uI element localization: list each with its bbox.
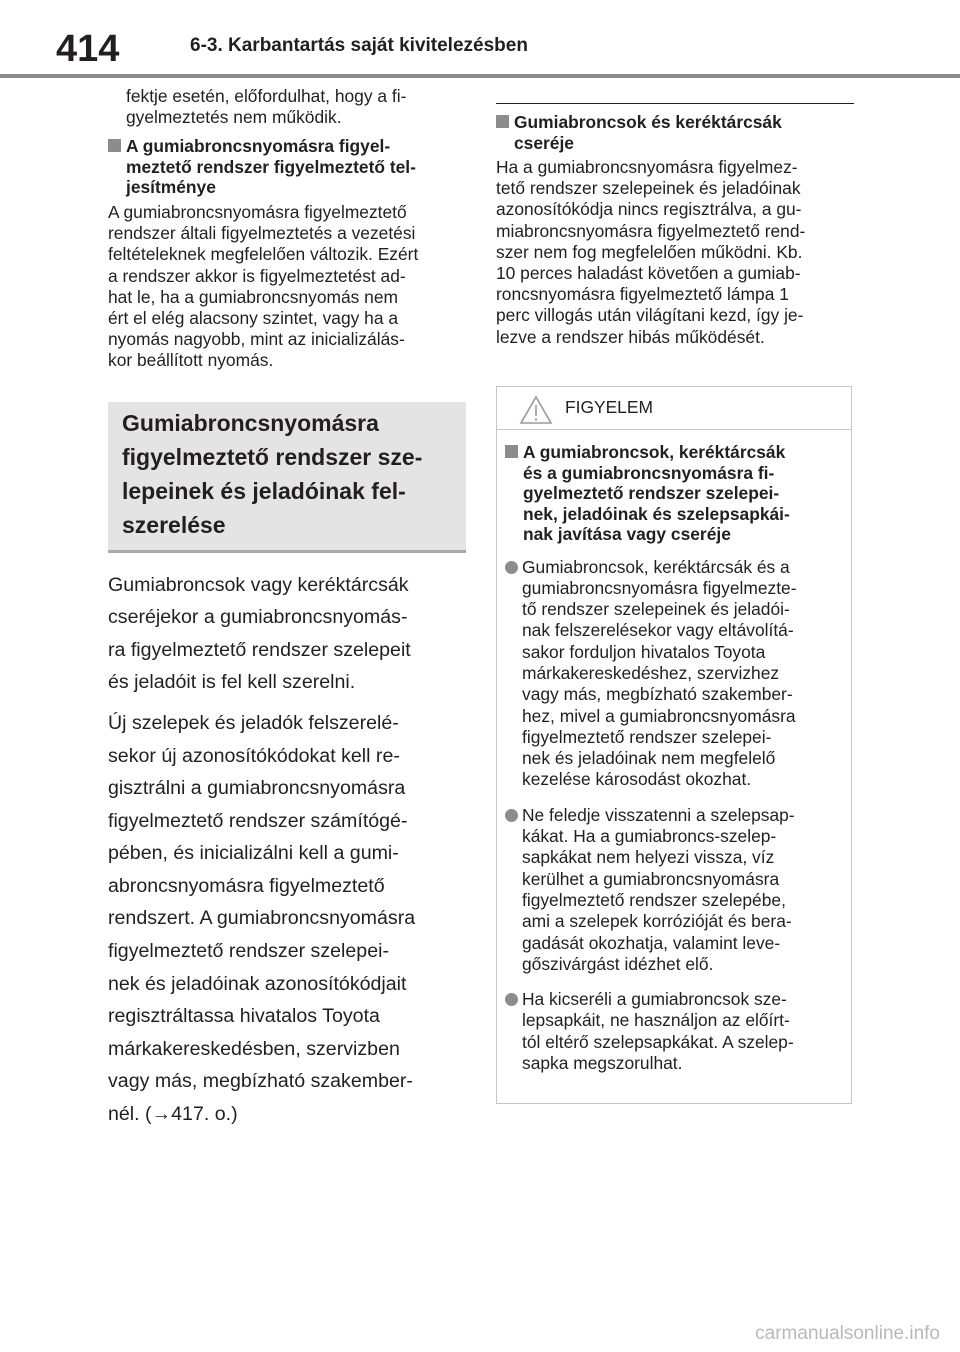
text-line: kerülhet a gumiabroncsnyomásra	[522, 868, 780, 889]
tire-replacement-paragraph	[496, 157, 854, 348]
text-line: figyelmeztető rendszer számítógé-	[108, 809, 408, 832]
text-line: gyelmeztető rendszer szelepei-	[523, 483, 780, 503]
text-line: vagy más, megbízható szakember-	[108, 1070, 413, 1093]
text-line: ért el elég alacsony szintet, vagy ha a	[108, 307, 399, 328]
installation-paragraph	[108, 569, 466, 699]
page-header	[0, 0, 960, 80]
text-line: A gumiabroncsnyomásra figyelmeztető	[108, 201, 407, 222]
text-line: sekor új azonosítókódokat kell re-	[108, 744, 400, 767]
registration-paragraph	[108, 707, 466, 1131]
text-line: vagy más, megbízható szakember-	[522, 684, 793, 705]
watermark: carmanualsonline.info	[755, 1323, 940, 1344]
text-line: Új szelepek és jeladók felszerelé-	[108, 711, 399, 734]
text-line: figyelmeztető rendszer szelepébe,	[522, 889, 786, 910]
right-column	[496, 104, 854, 356]
circle-bullet-icon	[505, 809, 518, 822]
text-line: abroncsnyomásra figyelmeztető	[108, 874, 385, 897]
text-line: tő rendszer szelepeinek és jeladói-	[522, 599, 790, 620]
text-line: nek és jeladóinak azonosítókódjait	[108, 972, 407, 995]
text-line: 10 perces haladást követően a gumiab-	[496, 263, 801, 284]
heading-line: szerelése	[122, 511, 226, 538]
heading-line: lepeinek és jeladóinak fel-	[122, 477, 406, 504]
text-line: ami a szelepek korrózióját és bera-	[522, 911, 792, 932]
text-line: azonosítókódja nincs regisztrálva, a gu-	[496, 199, 802, 220]
text-line: nek, jeladóinak és szelepsapkái-	[523, 503, 790, 524]
text-line: sapkákat nem helyezi vissza, víz	[522, 847, 775, 868]
text-line: hat le, ha a gumiabroncsnyomás nem	[108, 286, 399, 307]
left-column	[108, 86, 466, 1139]
subheading-warning-performance	[108, 136, 466, 198]
text-line: lezve a rendszer hibás működését.	[496, 326, 765, 347]
text-line: kor beállított nyomás.	[108, 350, 274, 371]
heading-line: Gumiabroncsnyomásra	[122, 409, 379, 436]
text-line: gadását okozhatja, valamint leve-	[522, 932, 781, 953]
header-rule	[0, 74, 960, 78]
text-line: regisztráltassa hivatalos Toyota	[108, 1005, 380, 1028]
text-line: ra figyelmeztető rendszer szelepeit	[108, 638, 411, 661]
text-line: márkakereskedésben, szervizben	[108, 1037, 400, 1060]
warning-item	[505, 805, 839, 975]
text-line: a rendszer akkor is figyelmeztetést ad-	[108, 265, 406, 286]
text-line: kezelése károsodást okozhat.	[522, 769, 752, 790]
text-line: nak felszerelésekor vagy eltávolítá-	[522, 620, 794, 641]
text-line: A gumiabroncsnyomásra figyel-	[126, 136, 391, 157]
text-line: meztető rendszer figyelmeztető tel-	[126, 156, 416, 177]
warning-box	[496, 386, 852, 1104]
text-line: jesítménye	[126, 177, 216, 198]
page-number: 414	[56, 28, 120, 70]
text-line: figyelmeztető rendszer szelepei-	[108, 940, 389, 963]
text-line: rendszer általi figyelmeztetés a vezetési	[108, 223, 416, 244]
text-line: feltételeknek megfelelően változik. Ezért	[108, 244, 419, 265]
text-line: márkakereskedéshez, szervizhez	[522, 662, 780, 683]
text-line: gőszivárgást idézhet elő.	[522, 953, 714, 974]
text-line: pében, és inicializálni kell a gumi-	[108, 842, 399, 865]
text-line: sakor forduljon hivatalos Toyota	[522, 641, 766, 662]
text-line: kákat. Ha a gumiabroncs-szelep-	[522, 826, 777, 847]
text-line: hez, mivel a gumiabroncsnyomásra	[522, 705, 796, 726]
text-line: sapka megszorulhat.	[522, 1053, 683, 1074]
text-line: rendszert. A gumiabroncsnyomásra	[108, 907, 416, 930]
text-line: gisztrálni a gumiabroncsnyomásra	[108, 777, 406, 800]
warning-body	[497, 430, 851, 1074]
text-line: szer nem fog megfelelően működni. Kb.	[496, 241, 803, 262]
square-bullet-icon	[505, 445, 518, 458]
warning-title: FIGYELEM	[565, 397, 653, 417]
subheading-tire-replacement	[496, 112, 854, 153]
text-line: gumiabroncsnyomásra figyelmezte-	[522, 577, 797, 598]
text-line: cseréjekor a gumiabroncsnyomás-	[108, 606, 408, 629]
text-line: Gumiabroncsok és keréktárcsák	[514, 112, 782, 132]
text-line: és a gumiabroncsnyomásra fi-	[523, 462, 775, 483]
text-line: A gumiabroncsok, keréktárcsák	[523, 442, 786, 462]
text-line: lepsapkáit, ne használjon az előírt-	[522, 1010, 790, 1031]
text-line: miabroncsnyomásra figyelmeztető rend-	[496, 220, 806, 241]
text-line: nak javítása vagy cseréje	[523, 524, 731, 544]
text-line: figyelmeztető rendszer szelepei-	[522, 726, 772, 747]
warning-item	[505, 989, 839, 1074]
circle-bullet-icon	[505, 993, 518, 1006]
warning-subheading	[505, 442, 839, 545]
text-line: nyomás nagyobb, mint az inicializálás-	[108, 329, 405, 350]
text-line: és jeladóit is fel kell szerelni.	[108, 671, 356, 694]
square-bullet-icon	[108, 139, 121, 152]
continued-paragraph	[108, 86, 466, 128]
warning-item	[505, 557, 839, 791]
warning-triangle-icon	[519, 395, 553, 425]
text-line: cseréje	[514, 132, 574, 153]
text-line: perc villogás után világítani kezd, így je-	[496, 305, 804, 326]
section-title: 6-3. Karbantartás saját kivitelezésben	[190, 35, 528, 56]
text-line: fektje esetén, előfordulhat, hogy a fi-	[126, 86, 407, 106]
text-line: tető rendszer szelepeinek és jeladóinak	[496, 178, 801, 199]
text-line: Ha kicseréli a gumiabroncsok sze-	[522, 989, 787, 1010]
warning-performance-paragraph	[108, 202, 466, 372]
circle-bullet-icon	[505, 561, 518, 574]
text-line: Ne feledje visszatenni a szelepsap-	[522, 804, 795, 825]
text-line: tól eltérő szelepsapkákat. A szelep-	[522, 1031, 794, 1052]
heading-line: figyelmeztető rendszer sze-	[122, 443, 423, 470]
text-line: gyelmeztetés nem működik.	[126, 107, 342, 128]
text-line: roncsnyomásra figyelmeztető lámpa 1	[496, 284, 789, 305]
warning-header	[497, 387, 851, 430]
text-line: Gumiabroncsok vagy keréktárcsák	[108, 573, 409, 596]
page-reference-link[interactable]: nél. (→417. o.)	[108, 1103, 238, 1126]
text-line: Ha a gumiabroncsnyomásra figyelmez-	[496, 157, 798, 177]
square-bullet-icon	[496, 115, 509, 128]
text-line: nek és jeladóinak nem megfelelő	[522, 748, 776, 769]
text-line: Gumiabroncsok, keréktárcsák és a	[522, 556, 790, 577]
main-section-heading	[108, 402, 466, 553]
